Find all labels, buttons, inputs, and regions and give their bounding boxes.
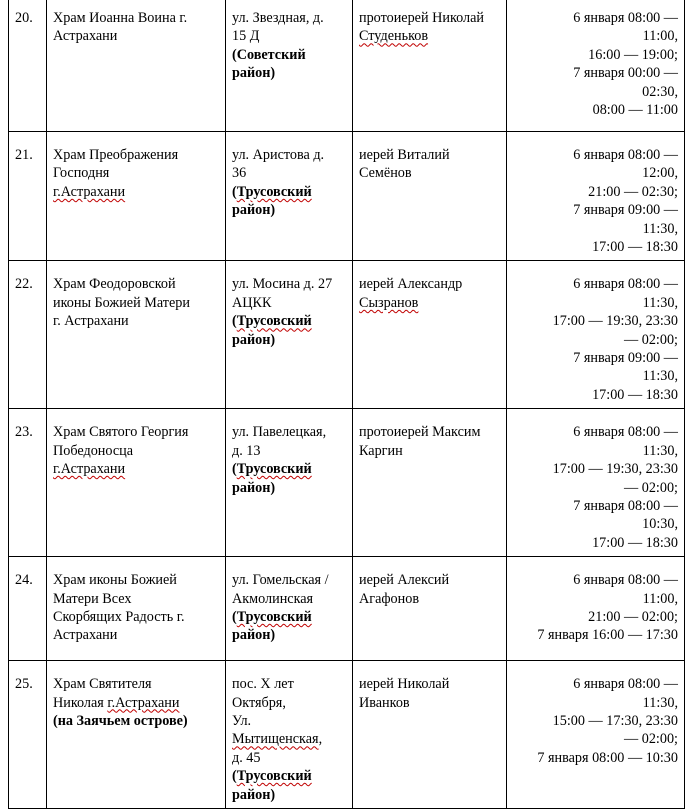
district: (Трусовский район) xyxy=(232,608,312,644)
table-row xyxy=(9,0,685,132)
row-number: 21. xyxy=(9,132,47,261)
row-number: 25. xyxy=(9,661,47,809)
text-line: — 02:00; xyxy=(624,331,678,348)
text-line: ул. Павелецкая, xyxy=(232,424,327,441)
temple-note: (на Заячьем острове) xyxy=(53,712,188,729)
row-number: 23. xyxy=(9,409,47,557)
schedule xyxy=(507,661,685,809)
text-line: ул. Звездная, д. xyxy=(232,10,324,26)
text-line: 6 января 08:00 — xyxy=(573,276,678,293)
temple-name xyxy=(47,409,226,557)
table-row xyxy=(9,661,685,809)
text-line: Октября, xyxy=(232,694,286,711)
text-line: ул. Мосина д. 27 xyxy=(232,276,333,293)
temple-name xyxy=(47,0,226,132)
row-number: 24. xyxy=(9,557,47,661)
table-row xyxy=(9,132,685,261)
text-line: 6 января 08:00 — xyxy=(573,572,678,589)
text-line: — 02:00; xyxy=(624,731,678,748)
text-line: Агафонов xyxy=(359,590,420,607)
text-line: иерей Александр xyxy=(359,276,463,293)
text-line: Астрахани xyxy=(53,28,118,45)
text-line: 12:00, xyxy=(642,165,678,182)
priest xyxy=(353,132,507,261)
text-line: Семёнов xyxy=(359,165,412,182)
text-line: 6 января 08:00 — xyxy=(573,147,678,163)
text-line: Храм Святителя xyxy=(53,676,152,693)
text-line: Храм иконы Божией xyxy=(53,572,177,589)
schedule xyxy=(507,0,685,132)
text-line: 02:30, xyxy=(642,83,678,100)
text-line: иерей Алексий xyxy=(359,572,450,589)
text-line: 7 января 09:00 — xyxy=(573,202,678,219)
text-line: иконы Божией Матери xyxy=(53,294,190,311)
text-line: Астрахани xyxy=(53,627,118,644)
text-line: — 02:00; xyxy=(624,479,678,496)
priest xyxy=(353,557,507,661)
text-line: АЦКК xyxy=(232,294,272,311)
temple-name xyxy=(47,661,226,809)
text-line: 7 января 00:00 — xyxy=(573,65,678,82)
text-line: Победоносца xyxy=(53,442,134,459)
text-line: 7 января 09:00 — xyxy=(573,350,678,367)
text-line: 21:00 — 02:30; xyxy=(588,183,678,200)
text-line: 6 января 08:00 — xyxy=(573,676,678,693)
district: (Трусовский район) xyxy=(232,768,312,803)
text-line: 21:00 — 02:00; xyxy=(588,608,678,625)
text-line: Сызранов xyxy=(359,294,419,311)
address xyxy=(226,0,353,132)
text-line: 17:00 — 18:30 xyxy=(592,386,678,403)
text-line: Храм Феодоровской xyxy=(53,276,176,293)
text-line: Храм Святого Георгия xyxy=(53,424,189,441)
text-line: Каргин xyxy=(359,442,403,459)
text-line: протоиерей Николай xyxy=(359,10,485,26)
district: (Трусовский район) xyxy=(232,461,312,496)
text-line: 10:30, xyxy=(642,516,678,533)
text-line: Матери Всех xyxy=(53,590,132,607)
table-row xyxy=(9,409,685,557)
text-line: 7 января 08:00 — 10:30 xyxy=(537,749,678,766)
temple-name xyxy=(47,557,226,661)
temple-name xyxy=(47,261,226,409)
text-line: 7 января 08:00 — xyxy=(573,497,678,514)
text-line: 11:00, xyxy=(642,28,678,45)
temple-name xyxy=(47,132,226,261)
text-line: Храм Иоанна Воина г. xyxy=(53,10,188,26)
table-row xyxy=(9,261,685,409)
text-line: Господня xyxy=(53,165,110,182)
text-line: Скорбящих Радость г. xyxy=(53,608,185,625)
text-line: г.Астрахани xyxy=(53,183,126,200)
text-line: 11:30, xyxy=(642,368,678,385)
priest xyxy=(353,261,507,409)
address xyxy=(226,661,353,809)
table-row xyxy=(9,557,685,661)
text-line: 11:30, xyxy=(642,220,678,237)
address xyxy=(226,261,353,409)
text-line: 17:00 — 18:30 xyxy=(592,239,678,256)
text-line: Ул. xyxy=(232,712,252,729)
schedule-table xyxy=(8,0,685,809)
text-line: Николая г.Астрахани xyxy=(53,694,180,711)
text-line: 17:00 — 19:30, 23:30 xyxy=(552,313,678,330)
text-line: д. 45 xyxy=(232,749,261,766)
text-line: 6 января 08:00 — xyxy=(573,10,678,26)
text-line: 6 января 08:00 — xyxy=(573,424,678,441)
priest xyxy=(353,661,507,809)
address xyxy=(226,132,353,261)
district: (Трусовский район) xyxy=(232,183,312,219)
text-line: д. 13 xyxy=(232,442,261,459)
text-line: Студеньков xyxy=(359,28,429,45)
text-line: 7 января 16:00 — 17:30 xyxy=(537,627,678,644)
text-line: Мытищенская, xyxy=(232,731,323,748)
text-line: 15 Д xyxy=(232,28,260,45)
text-line: 11:00, xyxy=(642,590,678,607)
text-line: иерей Виталий xyxy=(359,147,450,163)
text-line: Храм Преображения xyxy=(53,147,179,163)
row-number: 20. xyxy=(9,0,47,132)
schedule xyxy=(507,132,685,261)
text-line: 11:30, xyxy=(642,442,678,459)
text-line: 11:30, xyxy=(642,694,678,711)
text-line: протоиерей Максим xyxy=(359,424,481,441)
text-line: Акмолинская xyxy=(232,590,314,607)
text-line: 17:00 — 18:30 xyxy=(592,534,678,551)
text-line: 11:30, xyxy=(642,294,678,311)
district: (Советский район) xyxy=(232,46,306,82)
row-number: 22. xyxy=(9,261,47,409)
address xyxy=(226,557,353,661)
schedule xyxy=(507,261,685,409)
text-line: 08:00 — 11:00 xyxy=(592,102,678,119)
text-line: 17:00 — 19:30, 23:30 xyxy=(552,461,678,478)
text-line: 15:00 — 17:30, 23:30 xyxy=(552,712,678,729)
text-line: иерей Николай xyxy=(359,676,450,693)
text-line: г. Астрахани xyxy=(53,313,129,330)
priest xyxy=(353,409,507,557)
priest xyxy=(353,0,507,132)
text-line: г.Астрахани xyxy=(53,461,126,478)
text-line: ул. Гомельская / xyxy=(232,572,329,589)
district: (Трусовский район) xyxy=(232,313,312,348)
text-line: Иванков xyxy=(359,694,410,711)
text-line: 16:00 — 19:00; xyxy=(588,46,678,63)
text-line: 36 xyxy=(232,165,247,182)
text-line: ул. Аристова д. xyxy=(232,147,325,163)
schedule xyxy=(507,409,685,557)
address xyxy=(226,409,353,557)
text-line: пос. X лет xyxy=(232,676,294,693)
schedule xyxy=(507,557,685,661)
